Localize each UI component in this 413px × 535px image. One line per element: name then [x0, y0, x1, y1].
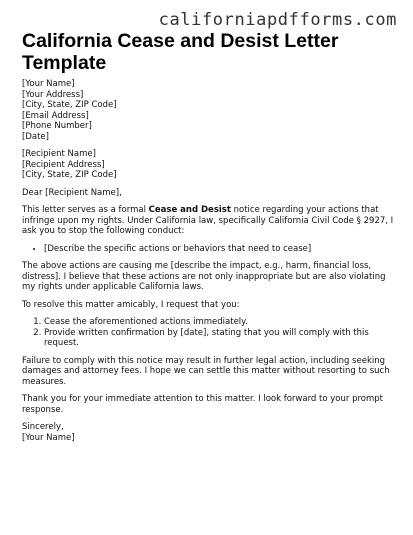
page-title: California Cease and Desist Letter Template: [22, 30, 339, 74]
sender-city-state-zip: [City, State, ZIP Code]: [22, 100, 117, 110]
actions-list: [22, 244, 397, 255]
sender-address: [Your Address]: [22, 89, 84, 100]
resolve-intro: To resolve this matter amicably, I request that you:: [22, 299, 240, 310]
recipient-city-state-zip: [City, State, ZIP Code]: [22, 170, 117, 180]
intro-paragraph: [22, 205, 397, 237]
sender-name: [Your Name]: [22, 79, 75, 89]
salutation: Dear [Recipient Name],: [22, 187, 122, 198]
list-item: • [Describe the specific actions or behaviors that need to cease]: [44, 244, 397, 255]
closing: Sincerely,: [22, 422, 64, 432]
recipient-address: [Recipient Address]: [22, 159, 105, 170]
requests-list: [22, 317, 397, 349]
thanks-paragraph: Thank you for your immediate attention to this matter. I look forward to your prompt response.: [22, 394, 383, 415]
sender-email: [Email Address]: [22, 110, 89, 121]
list-item: 1. Cease the aforementioned actions immediately.: [44, 317, 397, 328]
sender-phone: [Phone Number]: [22, 121, 92, 131]
sender-block: [22, 79, 397, 142]
signature-block: [22, 422, 397, 443]
letter-body: [22, 79, 397, 450]
signature-name: [Your Name]: [22, 432, 75, 443]
intro-text-before: This letter serves as a formal: [22, 205, 149, 215]
list-item: 2. Provide written confirmation by [date], stating that you will comply with this request.: [44, 328, 397, 349]
recipient-name: [Recipient Name]: [22, 149, 96, 159]
intro-bold-phrase: Cease and Desist: [148, 205, 231, 215]
intro-text-after: notice regarding your actions that infringe upon my rights. Under California law, specifically California Civil Code § 2927, I ask you to stop the following conduct:: [22, 205, 394, 236]
site-watermark: californiapdfforms.com: [158, 10, 397, 30]
impact-paragraph: The above actions are causing me [describe the impact, e.g., harm, financial loss, distress]. I believe that these actions are not only inappropriate but are also violating my rights under applicable California laws.: [22, 261, 386, 292]
letter-date: [Date]: [22, 131, 49, 142]
recipient-block: [22, 149, 397, 181]
failure-paragraph: Failure to comply with this notice may result in further legal action, including seeking damages and attorney fees. I hope we can settle this matter without resorting to such measures.: [22, 355, 390, 387]
